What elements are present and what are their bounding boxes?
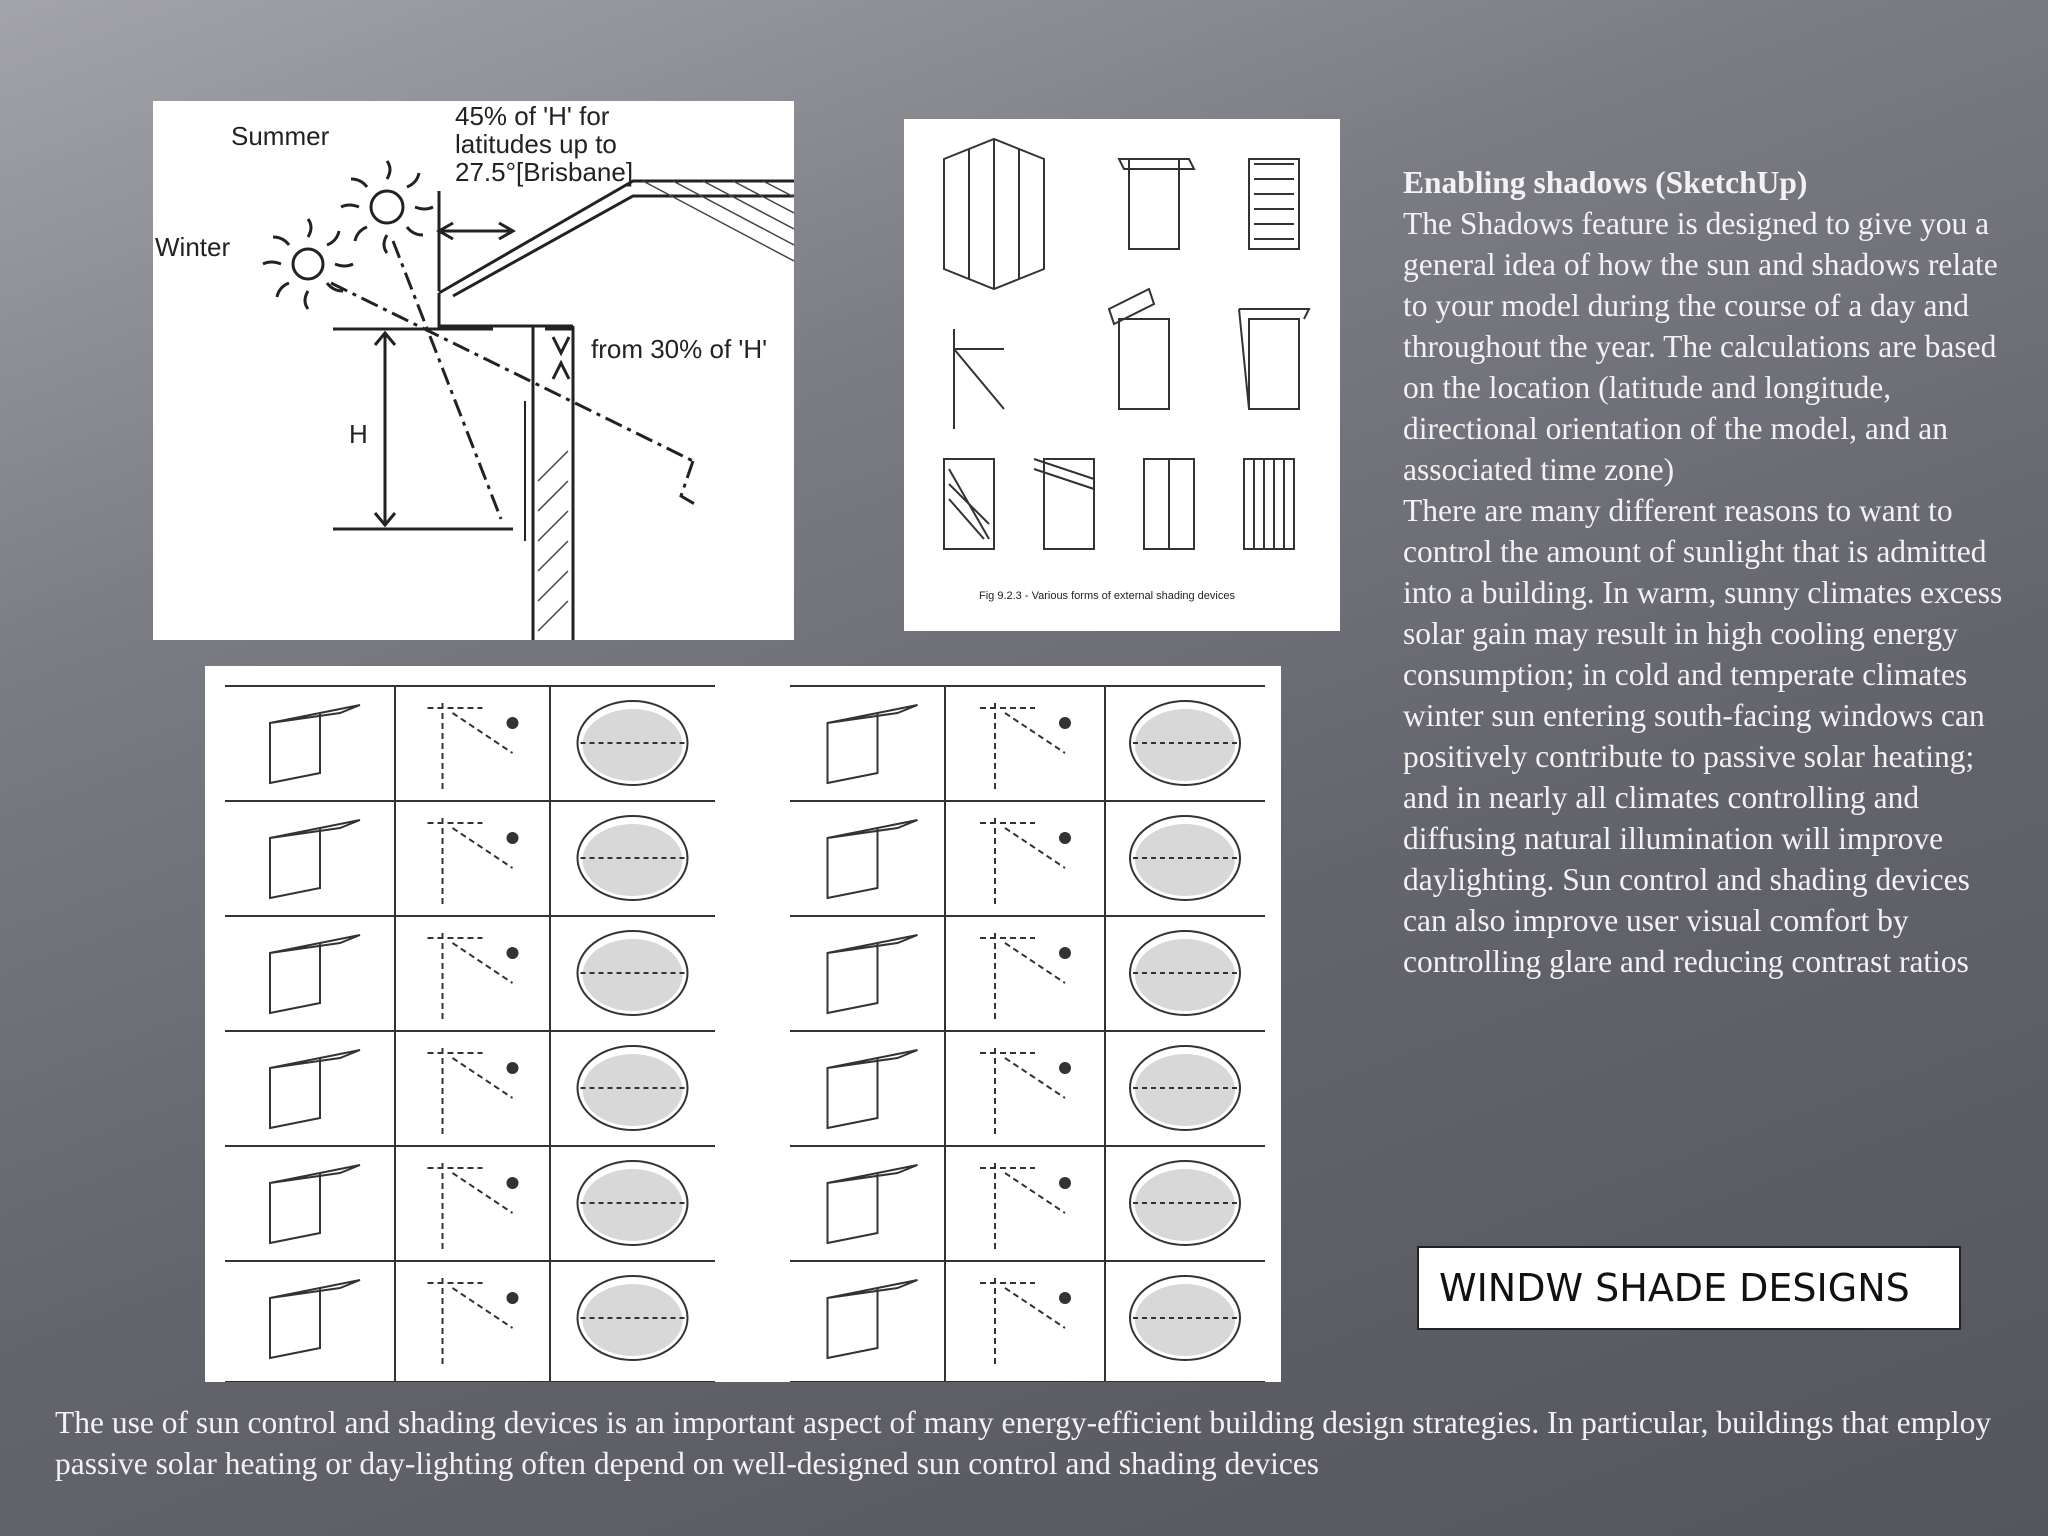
device-sketch-section — [954, 329, 1004, 429]
sun-path-ellipse-sketch — [1130, 816, 1240, 900]
device-perspective-sketch — [270, 1050, 360, 1128]
table-grid-lines — [225, 686, 1265, 1382]
shadows-paragraph: The Shadows feature is designed to give you a general idea of how the sun and shadows relate to your model during the course of a day and throughout the year. The calculations are based on the location (latitude and longitude, directional orientation of the model, and an associated time zone) — [1403, 206, 1998, 487]
latitude-label-line1: 45% of 'H' for — [455, 101, 610, 131]
sun-path-ellipse-sketch — [578, 1046, 688, 1130]
device-section-sketch — [980, 1048, 1070, 1138]
sun-path-ellipse-sketch — [1130, 701, 1240, 785]
sun-path-ellipse-sketch — [1130, 1276, 1240, 1360]
sun-path-ellipse-sketch — [578, 701, 688, 785]
title-label: WINDW SHADE DESIGNS — [1439, 1266, 1910, 1310]
device-perspective-sketch — [270, 935, 360, 1013]
device-perspective-sketch — [270, 1280, 360, 1358]
title-box — [1417, 1246, 1961, 1330]
device-sketch-fins — [944, 139, 1044, 289]
footer-text: The use of sun control and shading devices is an important aspect of many energy-efficient building design strategies. In particular, buildings that employ passive solar heating or day-lighting often depend on well-designed sun control and shading devices — [55, 1405, 1992, 1481]
from-30-percent-label: from 30% of 'H' — [591, 334, 768, 364]
roof-overhang-structure — [439, 181, 794, 640]
device-perspective-sketch — [828, 1165, 918, 1243]
device-sketch-shutters — [1144, 459, 1194, 549]
device-section-sketch — [428, 1278, 518, 1368]
device-perspective-sketch — [828, 820, 918, 898]
device-section-sketch — [980, 818, 1070, 908]
shading-device-types-table — [205, 666, 1281, 1382]
external-shading-devices-diagram — [904, 119, 1340, 631]
device-perspective-sketch — [828, 935, 918, 1013]
device-sketch-vertical-louvres — [1244, 459, 1294, 549]
sun-path-ellipse-sketch — [1130, 1161, 1240, 1245]
h-label: H — [349, 419, 368, 449]
summer-sun-icon — [341, 161, 433, 253]
summer-label: Summer — [231, 121, 330, 151]
device-section-sketch — [428, 1048, 518, 1138]
sun-path-ellipse-sketch — [1130, 931, 1240, 1015]
hatching — [538, 181, 794, 631]
device-sketch-louvres-vertical — [944, 459, 994, 549]
shadows-explanation — [1403, 162, 2003, 982]
sunlight-reasons-paragraph: There are many different reasons to want to control the amount of sunlight that is admitted into a building. In warm, sunny climates excess solar gain may result in high cooling energy consumption; in cold and temperate climates winter sun entering south-facing windows can positively contribute to passive solar heating; and in nearly all climates controlling and diffusing natural illumination will improve daylighting. Sun control and shading devices can also improve user visual comfort by controlling glare and reducing contrast ratios — [1403, 493, 2003, 979]
device-section-sketch — [428, 1163, 518, 1253]
devices-caption: Fig 9.2.3 - Various forms of external shading devices — [979, 590, 1235, 602]
device-sketch-overhang — [1119, 159, 1194, 249]
winter-label: Winter — [155, 232, 231, 262]
device-section-sketch — [428, 933, 518, 1023]
winter-sun-icon — [263, 219, 353, 309]
sun-path-ellipse-sketch — [578, 931, 688, 1015]
device-sketch-awning — [1034, 459, 1094, 549]
device-sketch-horizontal-vertical — [1239, 309, 1309, 409]
sun-path-ellipse-sketch — [578, 1276, 688, 1360]
shadows-heading: Enabling shadows (SketchUp) — [1403, 165, 1808, 200]
sun-path-ellipse-sketch — [578, 816, 688, 900]
device-section-sketch — [980, 1278, 1070, 1368]
device-section-sketch — [428, 703, 518, 793]
device-section-sketch — [980, 933, 1070, 1023]
latitude-label-line3: 27.5°[Brisbane] — [455, 157, 634, 187]
device-perspective-sketch — [828, 1050, 918, 1128]
sun-path-ellipse-sketch — [1130, 1046, 1240, 1130]
overhang-sun-angle-diagram — [153, 101, 794, 640]
device-section-sketch — [980, 703, 1070, 793]
latitude-label-line2: latitudes up to — [455, 129, 617, 159]
device-perspective-sketch — [828, 705, 918, 783]
device-section-sketch — [428, 818, 518, 908]
device-sketch-vertical-screen — [1249, 159, 1299, 249]
sun-path-ellipse-sketch — [578, 1161, 688, 1245]
device-perspective-sketch — [828, 1280, 918, 1358]
device-perspective-sketch — [270, 705, 360, 783]
device-perspective-sketch — [270, 820, 360, 898]
latitude-dimension — [439, 191, 573, 379]
device-perspective-sketch — [270, 1165, 360, 1243]
device-section-sketch — [980, 1163, 1070, 1253]
device-sketch-rotating-panel — [1109, 289, 1169, 409]
